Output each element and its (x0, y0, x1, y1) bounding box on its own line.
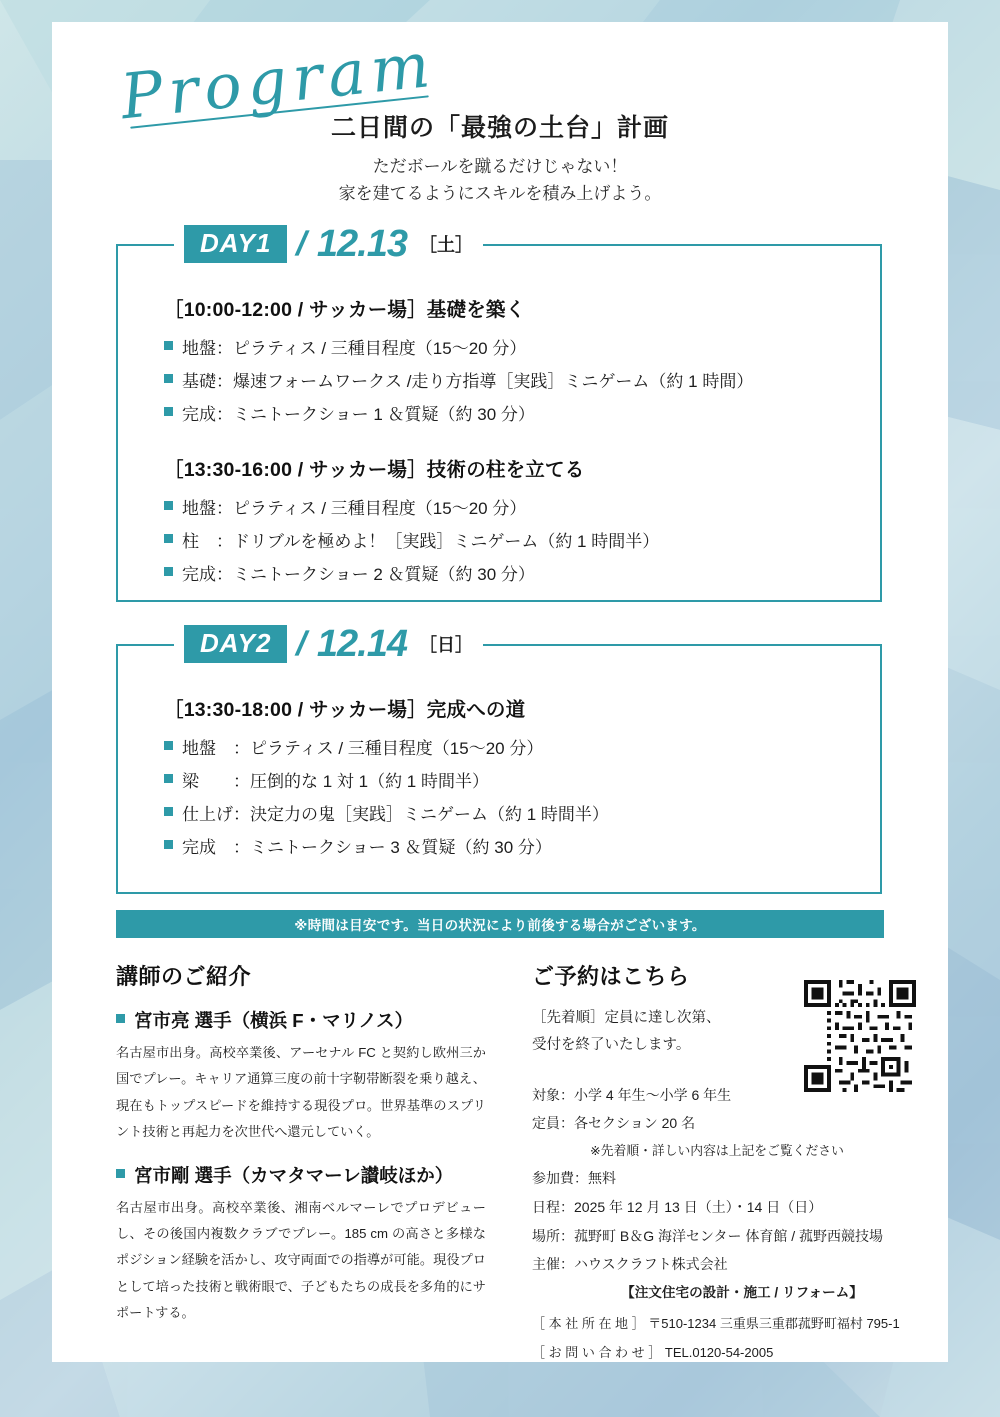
item-text: 完成：ミニトークショー 2 ＆質疑（約 30 分） (182, 565, 535, 585)
program-script-text: Program (117, 27, 439, 134)
day1-header (174, 222, 483, 266)
item-text: 完成 ：ミニトークショー 3 ＆質疑（約 30 分） (182, 838, 552, 858)
program-heading-block (52, 108, 948, 207)
day2-date: 12.14 (316, 622, 407, 665)
item-text: 柱 ：ドリブルを極めよ！［実践］ミニゲーム（約 1 時間半） (182, 532, 660, 552)
time-note-bar (116, 910, 884, 938)
list-item (164, 798, 864, 831)
day1-badge: DAY1 (184, 225, 287, 263)
day2-section-1-items (164, 732, 864, 865)
company-address: ［ 本 社 所 在 地 ］ 〒510-1234 三重県三重郡菰野町福村 795-1 (532, 1315, 900, 1331)
detail-subnote: ※先着順・詳しい内容は上記をご覧ください (590, 1143, 844, 1158)
reservation-heading: ご予約はこちら (532, 964, 690, 989)
list-item (164, 765, 864, 798)
day2-header (174, 622, 483, 666)
instructor-1-name-row (116, 1007, 486, 1033)
bullet-square-icon (164, 534, 173, 543)
day1-section-1-title: ［10:00-12:00 / サッカー場］基礎を築く (164, 299, 526, 321)
detail-capacity: 定員：各セクション 20 名 (532, 1115, 696, 1132)
instructors-heading: 講師のご紹介 (116, 964, 252, 989)
bullet-square-icon (164, 807, 173, 816)
day1-section-2-items (164, 492, 864, 591)
list-item (164, 558, 864, 591)
list-item (164, 732, 864, 765)
reservation-note-line1: ［先着順］定員に達し次第、 (532, 1010, 721, 1026)
detail-date: 日程：2025 年 12 月 13 日（土）・14 日（日） (532, 1198, 823, 1215)
day2-slash: / (292, 624, 312, 663)
list-item (164, 365, 864, 398)
bullet-square-icon (116, 1169, 125, 1178)
flyer-page (52, 22, 948, 1362)
program-subtitle-line1: ただボールを蹴るだけじゃない！ (372, 157, 628, 176)
bullet-square-icon (164, 341, 173, 350)
day1-section-2-title: ［13:30-16:00 / サッカー場］技術の柱を立てる (164, 459, 585, 481)
instructor-2-bio: 名古屋市出身。高校卒業後、湘南ベルマーレでプロデビューし、その後国内複数クラブでプレー。185 cm の高さと多様なポジション経験を活かし、攻守両面での指導が可能。現役プロとして培った技術と戦術眼で、子どもたちの成長を多角的にサポートする。 (116, 1199, 486, 1321)
detail-fee: 参加費：無料 (532, 1170, 616, 1187)
item-text: 地盤：ピラティス / 三種目程度（15〜20 分） (182, 339, 527, 358)
day1-section-2 (164, 454, 864, 591)
company-tel: ［ お 問 い 合 わ せ ］ TEL.0120-54-2005 (532, 1345, 774, 1361)
program-title: 二日間の「最強の土台」計画 (330, 114, 669, 142)
day2-section-1-title: ［13:30-18:00 / サッカー場］完成への道 (164, 699, 526, 721)
list-item (164, 332, 864, 365)
day1-date: 12.13 (316, 222, 407, 265)
item-text: 仕上げ：決定力の鬼［実践］ミニゲーム（約 1 時間半） (182, 805, 609, 825)
item-text: 梁 ：圧倒的な 1 対 1（約 1 時間半） (182, 772, 489, 792)
program-subtitle-line2: 家を建てるようにスキルを積み上げよう。 (338, 184, 662, 204)
bullet-square-icon (164, 374, 173, 383)
detail-target: 対象：小学 4 年生〜小学 6 年生 (532, 1086, 732, 1103)
item-text: 地盤 ：ピラティス / 三種目程度（15〜20 分） (182, 739, 544, 758)
day2-section-1 (164, 694, 864, 865)
bullet-square-icon (116, 1014, 125, 1023)
organizer-tagline: 【注文住宅の設計・施工 / リフォーム】 (621, 1284, 863, 1300)
instructor-2-name: 宮市剛 選手（カマタマーレ讃岐ほか） (134, 1164, 454, 1186)
instructors-column (116, 960, 486, 1327)
day1-slash: / (292, 224, 312, 263)
list-item (164, 525, 864, 558)
time-note-text: ※時間は目安です。当日の状況により前後する場合がございます。 (294, 918, 706, 933)
day1-dayofweek: ［土］ (418, 235, 473, 255)
bullet-square-icon (164, 501, 173, 510)
instructor-2-name-row (116, 1162, 486, 1188)
day2-dayofweek: ［日］ (418, 635, 473, 655)
item-text: 完成：ミニトークショー 1 ＆質疑（約 30 分） (182, 405, 535, 425)
bullet-square-icon (164, 840, 173, 849)
bullet-square-icon (164, 407, 173, 416)
day1-section-1-items (164, 332, 864, 431)
bullet-square-icon (164, 741, 173, 750)
day1-block (116, 222, 884, 602)
bullet-square-icon (164, 567, 173, 576)
day2-badge: DAY2 (184, 625, 287, 663)
program-subtitle (52, 153, 948, 207)
bullet-square-icon (164, 774, 173, 783)
qr-code[interactable] (804, 980, 916, 1092)
instructor-1-name: 宮市亮 選手（横浜 F・マリノス） (134, 1010, 414, 1031)
day1-section-1 (164, 294, 864, 431)
detail-place: 場所：菰野町 B＆G 海洋センター 体育館 / 菰野西競技場 (532, 1227, 884, 1244)
reservation-details (532, 1081, 952, 1366)
item-text: 基礎：爆速フォームワークス /走り方指導［実践］ミニゲーム（約 1 時間） (182, 372, 754, 392)
reservation-note-line2: 受付を終了いたします。 (532, 1036, 691, 1053)
list-item (164, 831, 864, 864)
list-item (164, 398, 864, 431)
list-item (164, 492, 864, 525)
instructor-1-bio: 名古屋市出身。高校卒業後、アーセナル FC と契約し欧州三か国でプレー。キャリア通算三度の前十字靭帯断裂を乗り越え、現在もトップスピードを維持する現役プロ。世界基準のスプリント技術と再起力を次世代へ還元していく。 (116, 1045, 486, 1140)
day2-block (116, 622, 884, 894)
item-text: 地盤：ピラティス / 三種目程度（15〜20 分） (182, 499, 527, 518)
detail-organizer: 主催：ハウスクラフト株式会社 (532, 1256, 728, 1273)
